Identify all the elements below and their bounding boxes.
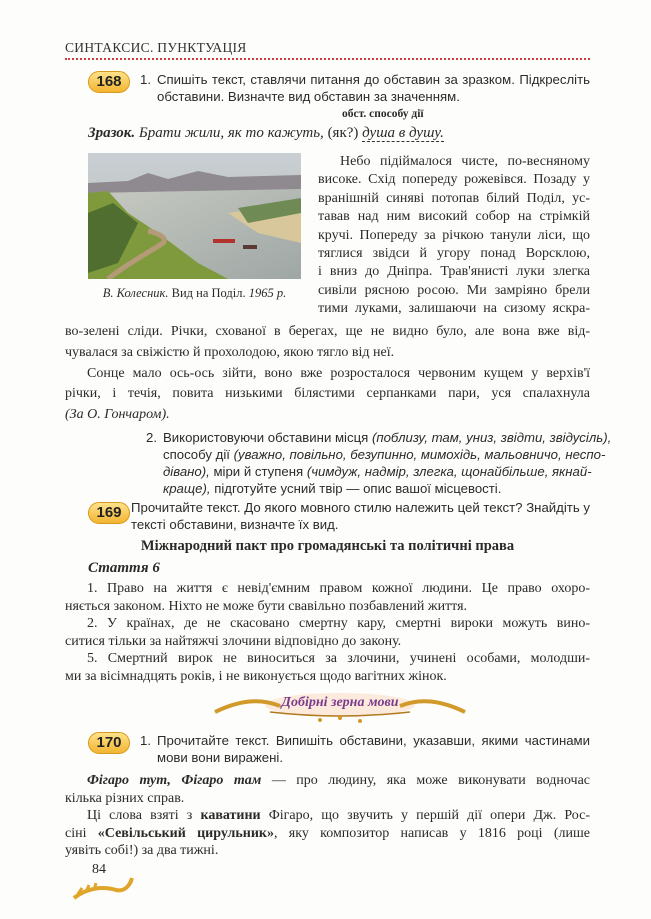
example-words: (чимдуж, надмір, злегка, щонайбільше, якнай- [306,464,592,479]
painting-podil-view [88,153,301,279]
instruction-line: Прочитайте текст. До якого мовного стилю належить цей текст? Знайдіть у [131,500,590,515]
article-heading: Стаття 6 [88,560,160,576]
article-text [65,580,590,685]
task-number-badge: 168 [88,71,130,93]
text-line: кілька різних справ. [65,790,185,806]
text-line: річки, і течія, повита низькими білястими серпанками пари, уся спалахнула [65,386,590,402]
text-line: високе. Схід попереду рожевівся. Позаду у [318,172,590,188]
instruction-line: мови вони виражені. [157,750,284,765]
sample-label: Зразок. [88,125,136,141]
text-line [65,807,590,825]
part-marker: 1. [140,72,151,87]
opera-title: «Севільський цирульник» [97,825,274,841]
task-number-badge: 169 [88,502,130,524]
text-line: няється законом. Ніхто не може бути свавільно позбавлений життя. [65,598,468,614]
header-divider [65,58,590,60]
text-line: ситися тільки за найтяжчі злочини відповідно до закону. [65,633,402,649]
text-line: во-зелені сліди. Річки, схованої в берегах, ще не видно було, але вона вже від- [65,324,590,339]
task170-text [65,772,590,860]
text-line: Сонце мало ось-ось зійти, воно вже розросталося червоним кущем у верхів'ї [87,365,590,381]
text: , яку композитор написав у 1816 році (лише [273,825,590,841]
text: підготуйте усний твір — опис вашої місцевості. [214,481,502,496]
text: Фігаро, що звучить у першій дії опери Дж. Рос- [260,808,590,823]
text-line: чувалася за свіжістю й прохолодою, якою тягло від неї. [65,344,395,360]
task-number-badge: 170 [88,732,130,754]
page-corner-wheat-icon [72,874,134,902]
text-line: тими луками, залишаючи на сизому яскра- [318,301,590,317]
sample-line [88,125,444,142]
instruction-line: тексті обставини, визначте їх вид. [131,517,339,532]
example-words: дівано), [163,464,214,479]
instruction-line [163,446,606,463]
task-part2 [163,429,612,497]
text-line: 2. У країнах, де не скасовано смертну кару, смертні вироки можуть вино- [87,616,590,631]
text-line: і вниз до Дніпра. Трав'янисті луки злегка [318,264,590,280]
text-line: сивіли рясною росою. Ми замріяно брели [318,282,590,298]
example-words: краще), [163,481,215,496]
banner-title: Добірні зерна мови [281,695,399,710]
text: Ці слова взяті з [87,808,201,823]
task-instruction [157,732,590,766]
text: міри й ступеня [213,464,307,479]
instruction-line [163,429,612,446]
instruction-line: Спишіть текст, ставлячи питання до обставин за зразком. Підкресліть [157,72,590,87]
sample-text: Брати жили, як то кажуть, [138,125,324,141]
text-line: 5. Смертний вирок не виноситься за злочини, учинені особами, молодши- [87,651,590,666]
idiom: Фігаро тут, Фігаро там [87,773,262,788]
task-instruction [131,499,590,533]
text-line: тяглися звідси й угору понад Ворсклою, [318,246,590,262]
text-full-width [65,322,590,426]
instruction-line: обставини. Визначте вид обставин за значенням. [157,89,460,104]
source-attribution: (За О. Гончаром). [65,407,170,423]
instruction-line [163,463,590,480]
text-line: уявіть собі!) за два тижні. [65,843,219,858]
annotation-label: обст. способу дії [342,108,424,120]
caption-author: В. Колесник. [102,286,169,300]
text: сіні [65,825,98,841]
text: способу дії [163,447,234,462]
instruction-line [163,480,590,497]
page-number: 84 [92,862,106,877]
text-line: 1. Право на життя є невід'ємним правом кожної людини. Це право охоро- [87,581,590,596]
text-line: тавав над ним високий собор на стрімкій [318,209,590,225]
sample-answer: душа в душу. [362,125,444,141]
example-words: (поблизу, там, униз, звідти, звідусіль), [371,430,612,445]
task-instruction [157,71,590,105]
sample-question: (як?) [327,125,359,141]
example-words: (уважно, повільно, безупинно, мимохідь, мальовничо, неспо- [233,447,606,462]
section-header: СИНТАКСИС. ПУНКТУАЦІЯ [65,40,247,55]
caption-title: Вид на Поділ. [171,286,246,300]
text-line: вранішній синяві потопав білий Поділ, ус- [318,190,590,206]
text-line: Небо підіймалося чисте, по-весняному [340,154,590,169]
text-line: ми за вісімнадцять років, і не виконується щодо вагітних жінок. [65,668,447,684]
text-line [65,825,590,843]
painting-caption [88,286,301,301]
text-line: кручі. Попереду за річкою танули ліси, що [318,227,590,243]
text-line [65,772,590,790]
text: — про людину, яка може виконувати водночас [261,773,590,788]
term: каватини [200,808,261,823]
caption-year: 1965 р. [248,286,287,300]
part-marker: 1. [140,733,151,748]
part-marker: 2. [146,430,157,445]
text: Використовуючи обставини місця [163,430,372,445]
document-title: Міжнародний пакт про громадянські та політичні права [140,538,515,554]
text-beside-painting [318,153,590,319]
instruction-line: Прочитайте текст. Випишіть обставини, указавши, якими частинами [157,733,590,748]
